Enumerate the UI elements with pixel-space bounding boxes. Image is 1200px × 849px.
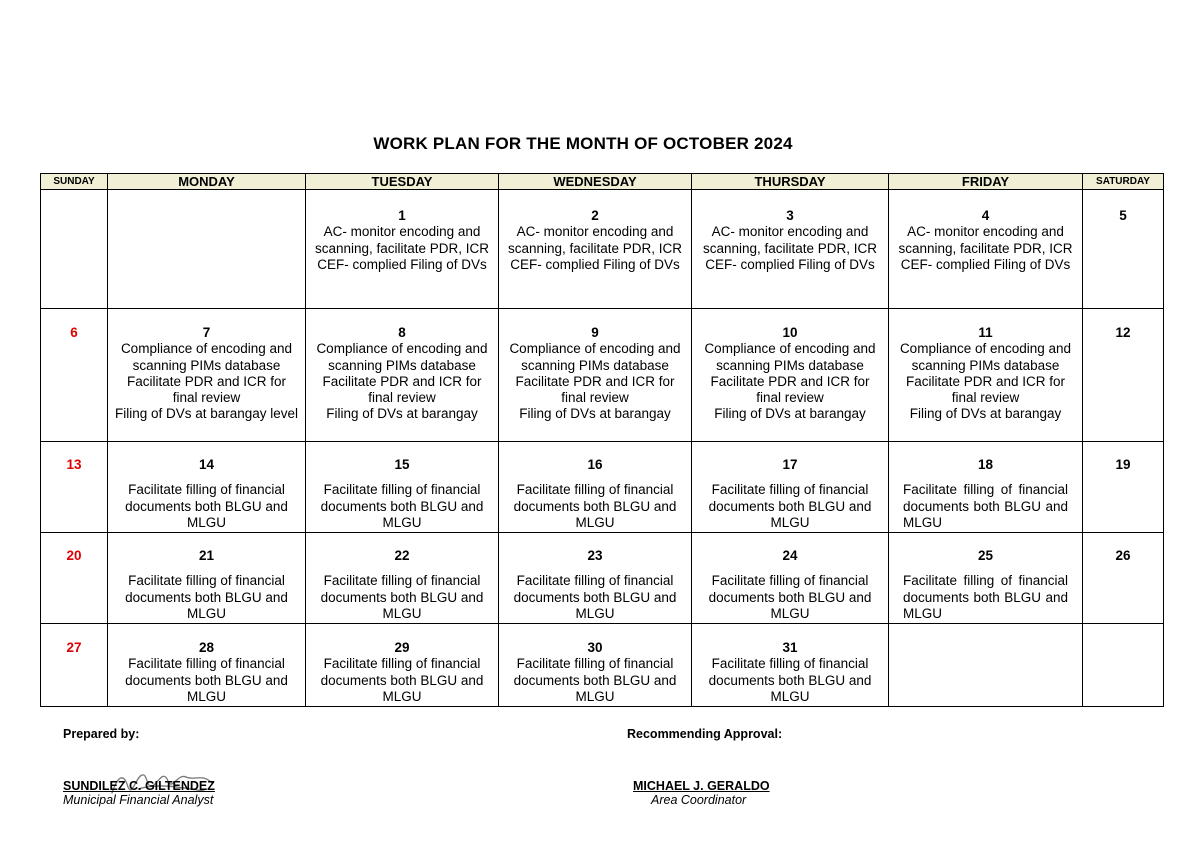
day-task: Filing of DVs at barangay level	[114, 406, 299, 422]
day-number: 15	[394, 457, 410, 472]
day-number: 22	[394, 548, 410, 563]
day-number: 17	[782, 457, 798, 472]
day-number: 3	[786, 208, 794, 223]
day-task: Compliance of encoding and scanning PIMs database	[899, 341, 1072, 373]
day-task: Facilitate PDR and ICR for final review	[905, 373, 1066, 406]
day-task: Facilitate filling of financial documents both BLGU and MLGU	[125, 656, 288, 704]
day-cell	[1083, 309, 1164, 442]
day-number: 12	[1115, 325, 1131, 340]
day-task: AC- monitor encoding and scanning, facilitate PDR, ICR	[507, 224, 683, 256]
day-task: Facilitate filling of financial documents both BLGU and MLGU	[903, 482, 1068, 530]
day-task: Facilitate filling of financial documents both BLGU and MLGU	[513, 482, 677, 530]
day-cell	[889, 190, 1083, 309]
day-number: 14	[198, 457, 215, 472]
day-cell	[889, 309, 1083, 442]
day-task: Facilitate filling of financial documents both BLGU and MLGU	[708, 656, 872, 704]
week-row	[41, 442, 1164, 533]
day-number: 4	[981, 208, 990, 223]
day-cell	[41, 533, 108, 624]
day-cell	[306, 533, 499, 624]
day-task: AC- monitor encoding and scanning, facilitate PDR, ICR	[702, 224, 878, 256]
day-cell-empty	[41, 190, 108, 309]
day-task: Facilitate PDR and ICR for final review	[322, 373, 482, 406]
day-task: CEF- complied Filing of DVs	[900, 256, 1071, 272]
day-number: 23	[587, 548, 603, 563]
day-cell	[41, 624, 108, 707]
day-task: CEF- complied Filing of DVs	[705, 256, 875, 272]
day-cell	[306, 624, 499, 707]
day-cell	[1083, 442, 1164, 533]
day-task: Facilitate filling of financial documents both BLGU and MLGU	[320, 482, 484, 530]
approval-signatory	[633, 779, 770, 807]
day-number: 30	[587, 640, 603, 655]
day-cell	[306, 442, 499, 533]
header-wednesday: WEDNESDAY	[499, 174, 692, 190]
day-task: Facilitate filling of financial documents both BLGU and MLGU	[903, 573, 1068, 621]
day-cell	[499, 533, 692, 624]
day-cell	[889, 533, 1083, 624]
day-cell	[306, 190, 499, 309]
day-number: 11	[978, 325, 993, 340]
day-cell	[692, 309, 889, 442]
day-task: Facilitate filling of financial documents both BLGU and MLGU	[513, 573, 677, 621]
day-number: 5	[1119, 208, 1127, 223]
header-sunday: SUNDAY	[41, 174, 108, 190]
day-number: 20	[66, 548, 82, 563]
day-cell	[1083, 533, 1164, 624]
prepared-by-role: Municipal Financial Analyst	[63, 793, 214, 807]
approval-role: Area Coordinator	[651, 793, 747, 807]
day-cell	[889, 442, 1083, 533]
day-task: Compliance of encoding and scanning PIMs database	[509, 341, 681, 373]
day-task: Facilitate filling of financial documents both BLGU and MLGU	[708, 573, 872, 621]
day-task: Facilitate filling of financial documents both BLGU and MLGU	[513, 656, 677, 704]
day-task: Facilitate filling of financial documents both BLGU and MLGU	[320, 656, 484, 704]
week-row	[41, 533, 1164, 624]
day-number: 27	[66, 640, 82, 655]
day-task: CEF- complied Filing of DVs	[510, 256, 680, 272]
week-row	[41, 624, 1164, 707]
day-cell	[499, 309, 692, 442]
day-cell-empty	[1083, 624, 1164, 707]
day-task: Compliance of encoding and scanning PIMs database	[316, 341, 488, 373]
header-monday: MONDAY	[108, 174, 306, 190]
approval-text: Recommending Approval:	[627, 727, 783, 741]
day-cell	[692, 624, 889, 707]
day-number: 26	[1115, 548, 1131, 563]
day-cell	[692, 190, 889, 309]
day-task: Facilitate filling of financial documents both BLGU and MLGU	[708, 482, 872, 530]
header-thursday: THURSDAY	[692, 174, 889, 190]
day-number: 2	[591, 208, 599, 223]
header-saturday: SATURDAY	[1083, 174, 1164, 190]
day-cell	[41, 309, 108, 442]
day-cell	[108, 533, 306, 624]
approval-label	[627, 727, 782, 741]
prepared-by-name: SUNDILEZ C. GILTENDEZ	[63, 779, 215, 793]
prepared-by-text: Prepared by:	[63, 727, 140, 741]
day-cell	[108, 309, 306, 442]
day-task: Facilitate filling of financial documents both BLGU and MLGU	[125, 482, 288, 530]
day-cell-empty	[889, 624, 1083, 707]
day-task: Facilitate filling of financial documents both BLGU and MLGU	[125, 573, 288, 621]
day-cell	[108, 624, 306, 707]
day-number: 31	[782, 640, 798, 655]
day-number: 13	[66, 457, 82, 472]
day-cell	[499, 624, 692, 707]
day-task: Compliance of encoding and scanning PIMs database	[120, 341, 293, 373]
day-number: 10	[782, 325, 798, 340]
day-task: Filing of DVs at barangay	[326, 406, 478, 422]
header-row	[41, 174, 1164, 190]
day-number: 1	[398, 208, 406, 223]
day-cell	[692, 442, 889, 533]
day-task: Facilitate PDR and ICR for final review	[710, 373, 870, 406]
week-row	[41, 309, 1164, 442]
day-cell	[499, 442, 692, 533]
day-task: Filing of DVs at barangay	[519, 406, 671, 422]
day-task: Facilitate PDR and ICR for final review	[126, 373, 287, 406]
calendar-table	[40, 173, 1164, 707]
day-number: 25	[977, 548, 994, 563]
day-cell	[108, 442, 306, 533]
day-cell	[499, 190, 692, 309]
day-number: 6	[70, 325, 78, 340]
day-number: 7	[202, 325, 211, 340]
header-tuesday: TUESDAY	[306, 174, 499, 190]
day-cell	[41, 442, 108, 533]
day-task: AC- monitor encoding and scanning, facilitate PDR, ICR	[314, 224, 490, 256]
day-number: 19	[1115, 457, 1131, 472]
page-title: WORK PLAN FOR THE MONTH OF OCTOBER 2024	[373, 134, 793, 153]
day-task: CEF- complied Filing of DVs	[317, 256, 487, 272]
day-task: AC- monitor encoding and scanning, facilitate PDR, ICR	[898, 224, 1073, 256]
day-number: 9	[591, 325, 599, 340]
day-task: Facilitate filling of financial documents both BLGU and MLGU	[320, 573, 484, 621]
day-cell	[1083, 190, 1164, 309]
day-cell-empty	[108, 190, 306, 309]
day-number: 18	[977, 457, 994, 472]
approval-name: MICHAEL J. GERALDO	[633, 779, 770, 793]
day-number: 16	[587, 457, 603, 472]
day-cell	[306, 309, 499, 442]
day-number: 28	[198, 640, 215, 655]
day-number: 24	[782, 548, 798, 563]
week-row	[41, 190, 1164, 309]
day-number: 8	[398, 325, 406, 340]
day-task: Filing of DVs at barangay	[714, 406, 866, 422]
prepared-by-label	[63, 727, 139, 741]
day-task: Facilitate PDR and ICR for final review	[515, 373, 675, 406]
day-number: 29	[394, 640, 410, 655]
day-number: 21	[198, 548, 215, 563]
day-task: Compliance of encoding and scanning PIMs database	[704, 341, 876, 373]
prepared-by-signatory	[63, 779, 215, 807]
day-task: Filing of DVs at barangay	[909, 406, 1062, 422]
day-cell	[692, 533, 889, 624]
header-friday: FRIDAY	[889, 174, 1083, 190]
